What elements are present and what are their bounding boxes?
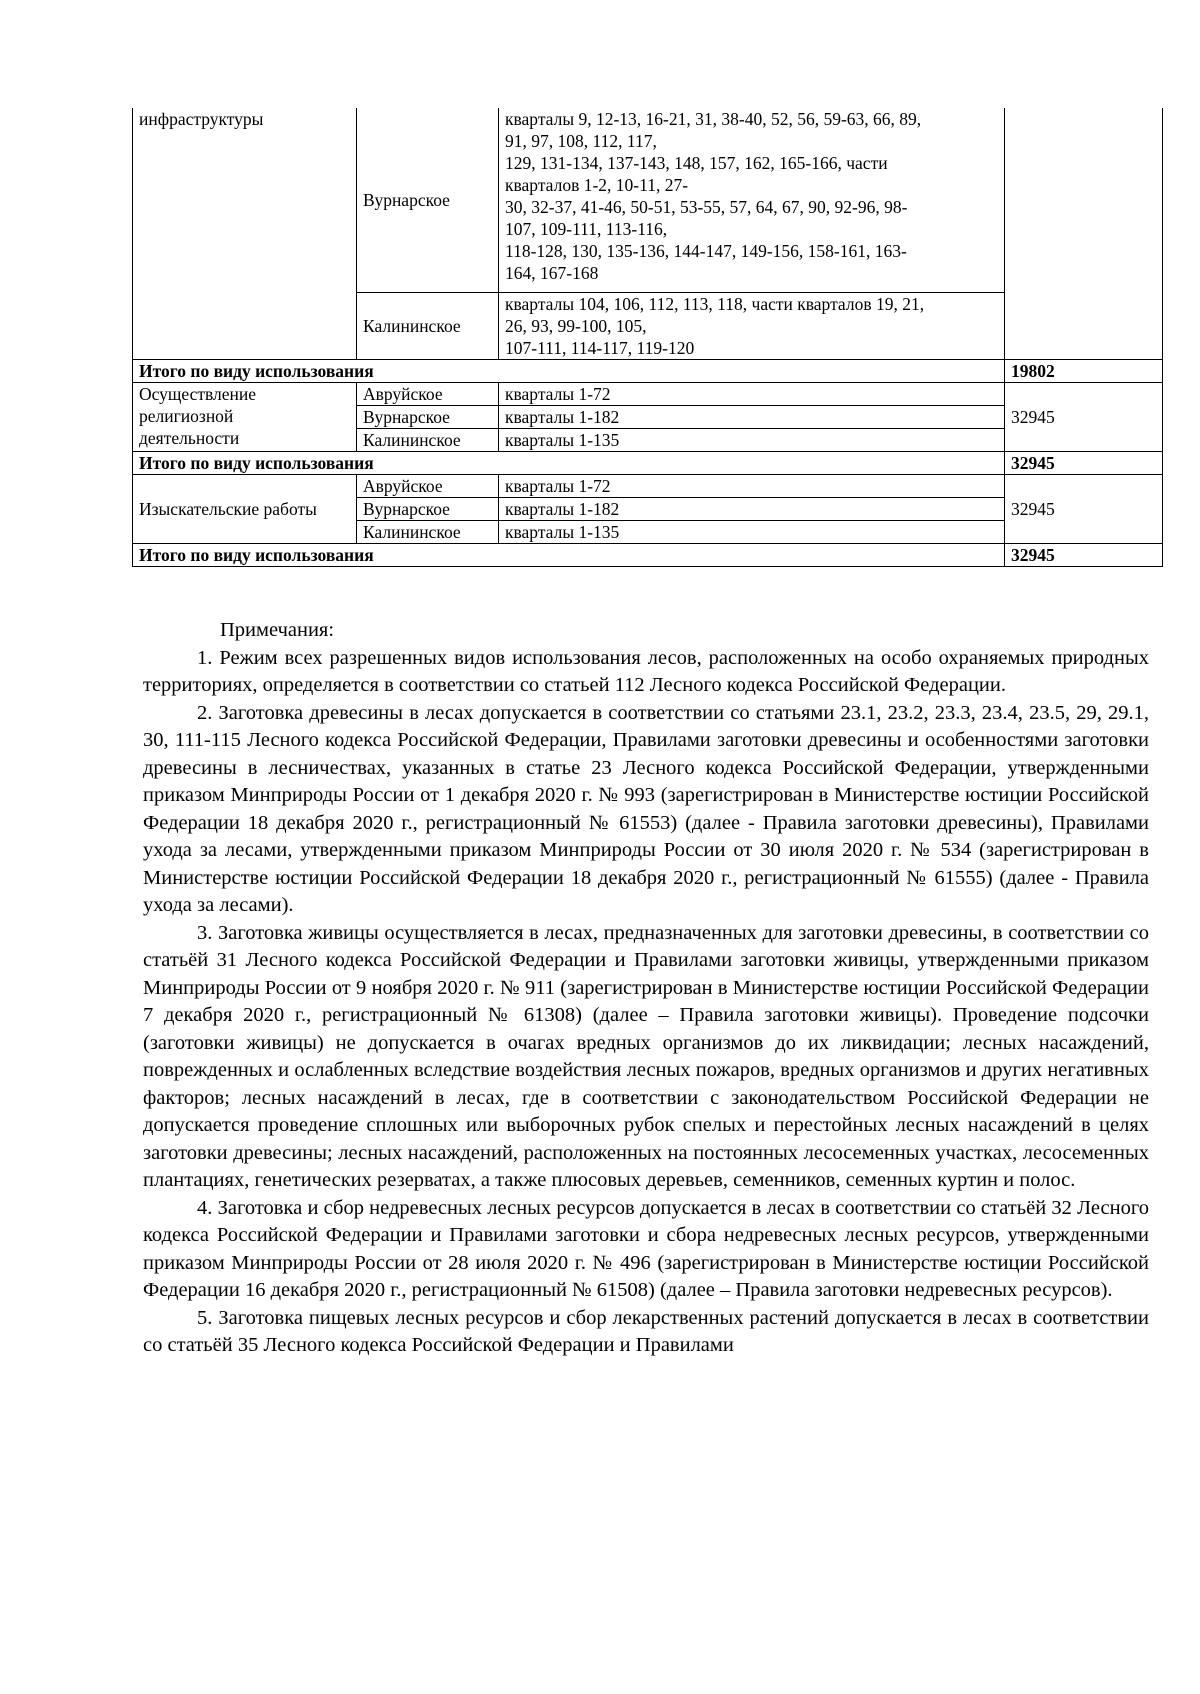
- forestry-cell: Вурнарское: [357, 406, 499, 429]
- area-cell: 32945: [1005, 383, 1163, 452]
- use-type-cell: Изыскательские работы: [133, 475, 357, 544]
- use-type-cell: Осуществление религиозной деятельности: [133, 383, 357, 452]
- forestry-cell: Калининское: [357, 429, 499, 452]
- note-paragraph: 1. Режим всех разрешенных видов использования лесов, расположенных на особо охраняемых природных территориях, определяется в соответствии со статьей 112 Лесного кодекса Российской Федерации.: [143, 646, 1149, 696]
- area-cell: [1005, 108, 1163, 360]
- total-label: Итого по виду использования: [133, 452, 1005, 475]
- table-row: [133, 108, 1163, 293]
- table-row: [133, 475, 1163, 498]
- table-row: [133, 383, 1163, 406]
- blocks-cell: кварталы 1-135: [499, 521, 1005, 544]
- forestry-cell: Вурнарское: [357, 108, 499, 293]
- total-row: [133, 544, 1163, 567]
- forestry-cell: Калининское: [357, 293, 499, 360]
- total-value: 19802: [1005, 360, 1163, 383]
- forest-use-table: [132, 108, 1163, 567]
- forestry-cell: Вурнарское: [357, 498, 499, 521]
- total-value: 32945: [1005, 544, 1163, 567]
- total-label: Итого по виду использования: [133, 360, 1005, 383]
- note-paragraph: 2. Заготовка древесины в лесах допускается в соответствии со статьями 23.1, 23.2, 23.3, 23.4, 23.5, 29, 29.1, 30, 111-115 Лесного кодекса Российской Федерации, Правилами заготовки древесины и особенностями заготовки древесины в лесничествах, указанных в статье 23 Лесного кодекса Российской Федерации, утвержденными приказом Минприроды России от 1 декабря 2020 г. № 993 (зарегистрирован в Министерстве юстиции Российской Федерации 18 декабря 2020 г., регистрационный № 61553) (далее - Правила заготовки древесины), Правилами ухода за лесами, утвержденными приказом Минприроды России от 30 июля 2020 г. № 534 (зарегистрирован в Министерстве юстиции Российской Федерации 18 декабря 2020 г., регистрационный № 61555) (далее - Правила ухода за лесами).: [143, 701, 1149, 916]
- blocks-cell: кварталы 1-72: [499, 383, 1005, 406]
- note-paragraph: 5. Заготовка пищевых лесных ресурсов и сбор лекарственных растений допускается в лесах в соответствии со статьёй 35 Лесного кодекса Российской Федерации и Правилами: [143, 1306, 1149, 1356]
- blocks-cell: кварталы 104, 106, 112, 113, 118, части кварталов 19, 21, 26, 93, 99-100, 105, 107-111, 114-117, 119-120: [499, 293, 1005, 360]
- note-paragraph: 3. Заготовка живицы осуществляется в лесах, предназначенных для заготовки древесины, в соответствии со статьёй 31 Лесного кодекса Российской Федерации и Правилами заготовки живицы, утвержденными приказом Минприроды России от 9 ноября 2020 г. № 911 (зарегистрирован в Министерстве юстиции Российской Федерации 7 декабря 2020 г., регистрационный № 61308) (далее – Правила заготовки живицы). Проведение подсочки (заготовки живицы) не допускается в очагах вредных организмов до их ликвидации; лесных насаждений, поврежденных и ослабленных вследствие воздействия лесных пожаров, вредных организмов и других негативных факторов; лесных насаждений в лесах, где в соответствии с законодательством Российской Федерации не допускается проведение сплошных или выборочных рубок спелых и перестойных лесных насаждений в целях заготовки древесины; лесных насаждений, расположенных на постоянных лесосеменных участках, лесосеменных плантациях, генетических резерватах, а также плюсовых деревьев, семенников, семенных куртин и полос.: [143, 921, 1149, 1191]
- forestry-cell: Калининское: [357, 521, 499, 544]
- total-label: Итого по виду использования: [133, 544, 1005, 567]
- blocks-cell: кварталы 1-182: [499, 406, 1005, 429]
- area-cell: 32945: [1005, 475, 1163, 544]
- forestry-cell: Авруйское: [357, 383, 499, 406]
- total-value: 32945: [1005, 452, 1163, 475]
- notes-heading: Примечания:: [220, 619, 335, 641]
- note-paragraph: 4. Заготовка и сбор недревесных лесных ресурсов допускается в лесах в соответствии со статьёй 32 Лесного кодекса Российской Федерации и Правилами заготовки и сбора недревесных лесных ресурсов, утвержденными приказом Минприроды России от 28 июля 2020 г. № 496 (зарегистрирован в Министерстве юстиции Российской Федерации 16 декабря 2020 г., регистрационный № 61508) (далее – Правила заготовки недревесных ресурсов).: [143, 1196, 1149, 1301]
- blocks-cell: кварталы 9, 12-13, 16-21, 31, 38-40, 52, 56, 59-63, 66, 89, 91, 97, 108, 112, 117, 129, 131-134, 137-143, 148, 157, 162, 165-166, части кварталов 1-2, 10-11, 27- 30, 32-37, 41-46, 50-51, 53-55, 57, 64, 67, 90, 92-96, 98- 107, 109-111, 113-116, 118-128, 130, 135-136, 144-147, 149-156, 158-161, 163- 164, 167-168: [499, 108, 1005, 293]
- total-row: [133, 360, 1163, 383]
- blocks-cell: кварталы 1-135: [499, 429, 1005, 452]
- use-type-cell: инфраструктуры: [133, 108, 357, 360]
- forestry-cell: Авруйское: [357, 475, 499, 498]
- blocks-cell: кварталы 1-72: [499, 475, 1005, 498]
- notes-section: [143, 617, 1149, 1360]
- blocks-cell: кварталы 1-182: [499, 498, 1005, 521]
- total-row: [133, 452, 1163, 475]
